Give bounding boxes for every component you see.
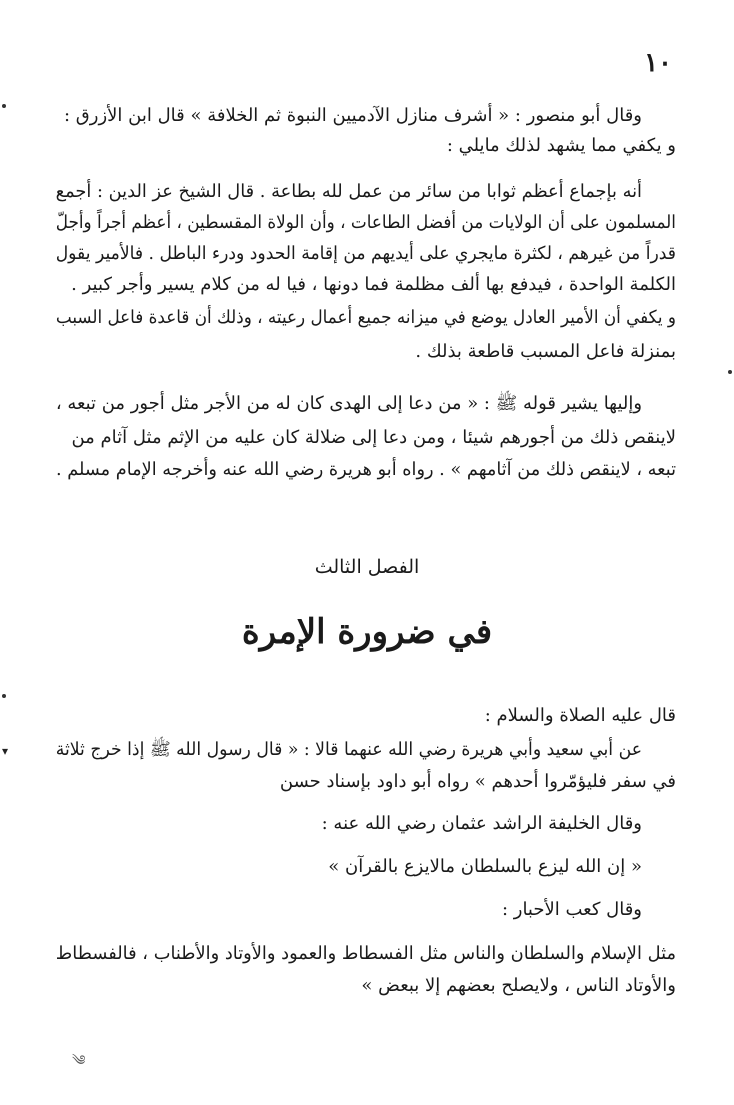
text-line: في سفر فليؤمّروا أحدهم » رواه أبو داود بإسناد حسن [279,771,676,792]
chapter-label: الفصل الثالث [314,556,420,578]
text-line: مثل الإسلام والسلطان والناس مثل الفسطاط والعمود والأوتاد والأطناب ، فالفسطاط [55,943,676,964]
text-line: و يكفي مما يشهد لذلك مايلي : [446,135,676,156]
text-line: وإليها يشير قوله ﷺ : « من دعا إلى الهدى كان له من الأجر مثل أجور من تبعه ، [55,393,642,414]
margin-mark [728,370,732,374]
scan-artifact-icon: ༄ [72,1053,86,1069]
text-line: وقال أبو منصور : « أشرف منازل الآدميين النبوة ثم الخلافة » قال ابن الأزرق : [64,105,642,126]
margin-mark [2,694,6,698]
text-line: أنه بإجماع أعظم ثوابا من سائر من عمل لله بطاعة . قال الشيخ عز الدين : أجمع [55,181,643,202]
text-line: « إن الله ليزع بالسلطان مالايزع بالقرآن » [328,856,642,877]
text-line: لاينقص ذلك من أجورهم شيئا ، ومن دعا إلى ضلالة كان عليه من الإثم مثل آثام من [71,427,676,448]
page-number: ١٠ [644,48,672,78]
text-line: قدراً من غيرهم ، لكثرة مايجري على أيديهم من إقامة الحدود ودرء الباطل . فالأمير يقول [55,243,676,264]
text-line: قال عليه الصلاة والسلام : [484,705,676,726]
text-line: بمنزلة فاعل المسبب قاطعة بذلك . [415,341,676,362]
text-line: وقال كعب الأحبار : [501,899,642,920]
margin-arrow-icon: ▾ [2,744,9,758]
text-line: والأوتاد الناس ، ولايصلح بعضهم إلا ببعض » [361,975,676,996]
text-line: المسلمون على أن الولايات من أفضل الطاعات ، وأن الولاة المقسطين ، أعظم أجراً وأجلّ [55,212,676,233]
text-line: عن أبي سعيد وأبي هريرة رضي الله عنهما قالا : « قال رسول الله ﷺ إذا خرج ثلاثة [55,739,643,760]
text-line: وقال الخليفة الراشد عثمان رضي الله عنه : [321,813,642,834]
chapter-title: في ضرورة الإمرة [241,612,493,652]
margin-mark [2,104,6,108]
text-line: تبعه ، لاينقص ذلك من آثامهم » . رواه أبو هريرة رضي الله عنه وأخرجه الإمام مسلم . [55,459,677,480]
text-line: و يكفي أن الأمير العادل يوضع في ميزانه جميع أعمال رعيته ، وذلك أن قاعدة فاعل السبب [55,307,676,328]
text-line: الكلمة الواحدة ، فيدفع بها ألف مظلمة فما دونها ، فيا له من كلام يسير وأجر كبير . [71,274,676,295]
